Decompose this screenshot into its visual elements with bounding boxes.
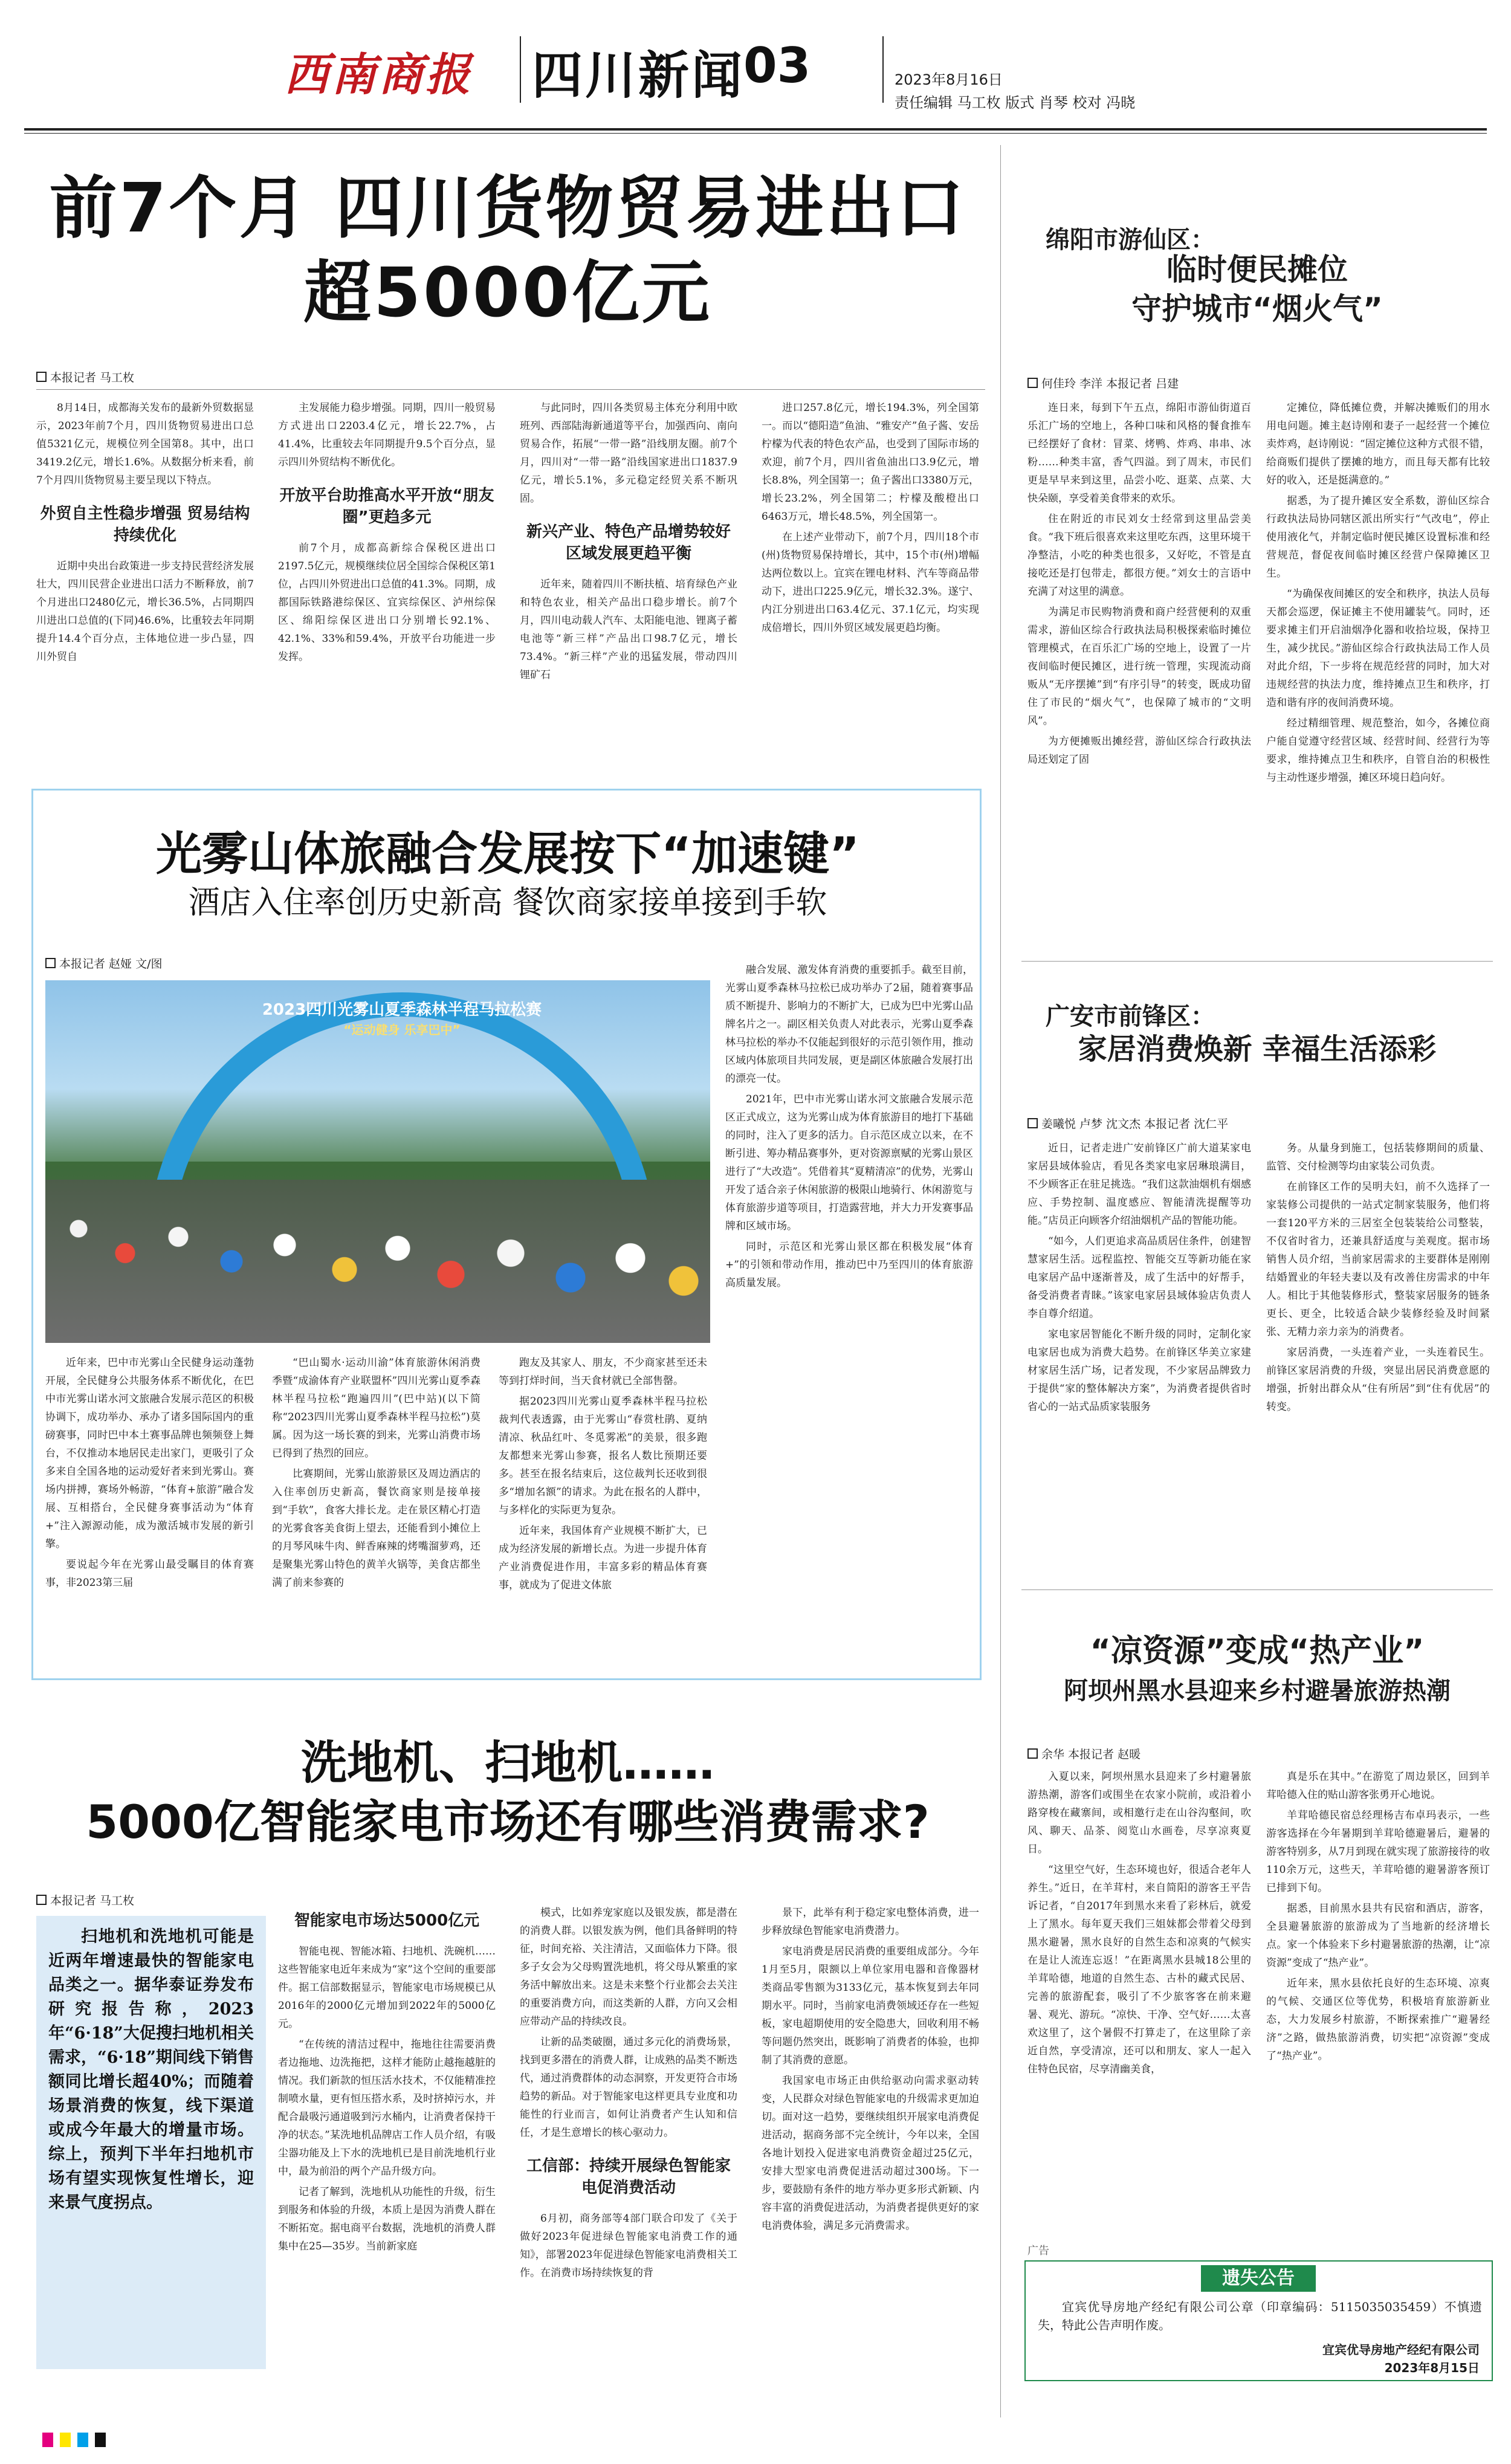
lost-notice-date: 2023年8月15日 <box>1384 2361 1480 2375</box>
side1-kicker: 绵阳市游仙区： <box>1046 226 1215 254</box>
runners-crowd <box>45 1180 710 1343</box>
article3-headline-line2: 5000亿智能家电市场还有哪些消费需求? <box>86 1795 930 1849</box>
article2-subheadline: 酒店入住率创历史新高 餐饮商家接单接到手软 <box>188 885 827 921</box>
side1-byline: 何佳玲 李洋 本报记者 吕建 <box>1027 375 1179 391</box>
masthead-logo: 西南商报 <box>284 49 473 101</box>
side2-col2: 务。从量身到施工，包括装修期间的质量、监管、交付检测等均由家装公司负责。 在前锋区工作的吴明夫妇，前不久选择了一家装修公司提供的一站式定制家装服务，他们将一套120平方米的三居室全包装装给公司整装，不仅省时省力，还兼具舒适度与美观度。据市场销售人员介绍，当前家居需求的主要群体是刚刚结婚置业的年轻夫妻以及有改善住房需求的中年人。相比于其他装修形式，整装家居服务的链条更长、更全，比较适合缺少装修经验及时间紧张、无精力亲力亲为的消费者。 家居消费，一头连着产业，一头连着民生。前锋区家居消费的升级，突显出居民消费意愿的增强，折射出群众从“住有所居”到“住有优居”的转变。 <box>1266 1142 1490 1413</box>
side2-col1: 近日，记者走进广安前锋区广前大道某家电家居县域体验店，看见各类家电家居琳琅满目，不少顾客正在驻足挑选。“我们这款油烟机有烟感应、手势控制、温度感应、智能清洗提醒等功能。”店员正向顾客介绍油烟机产品的智能功能。 “如今，人们更追求高品质居住条件，创建智慧家居生活。远程监控、智能交互等新功能在家电家居产品中逐渐普及，成了生活中的好帮手，备受消费者青睐。”该家电家居县域体验店负责人李自尊介绍道。 家电家居智能化不断升级的同时，定制化家电家居也成为消费大趋势。在前锋区华美立家建材家居生活广场，记者发现，不少家居品牌致力于提供“家的整体解决方案”，为消费者提供省时省心的一站式品质家装服务 <box>1027 1142 1251 1413</box>
article2-right-column: 融合发展、激发体育消费的重要抓手。截至目前，光雾山夏季森林马拉松已成功举办了2届，随着赛事品质不断提升、影响力的不断扩大，已成为巴中光雾山品牌名片之一。副区相关负责人对此表示，光雾山夏季森林马拉松的举办不仅能起到很好的示范引领作用，推动区域内体旅项目共同发展，更是副区体旅融合发展打出的漂亮一仗。 2021年，巴中市光雾山诺水河文旅融合发展示范区正式成立，这为光雾山成为体育旅游目的地打下基础的同时，注入了更多的活力。自示范区成立以来，在不断引进、筹办精品赛事外，更对资源禀赋的光雾山景区进行了“大改造”。凭借着其“夏精清凉”的优势，光雾山开发了适合亲子休闲旅游的极限山地骑行、休闲游览与体育旅游步道等项目，打造露营地，并大力开发赛事品牌和区域市场。 同时，示范区和光雾山景区都在积极发展“体育+”的引领和带动作用，推动巴中乃至四川的体育旅游高质量发展。 <box>725 964 973 1289</box>
article2-headline: 光雾山体旅融合发展按下“加速键” <box>156 827 859 881</box>
article1-headline-line1: 前7个月 四川货物贸易进出口 <box>49 169 966 248</box>
marathon-photo <box>45 980 710 1343</box>
editor-credits: 责任编辑 马工枚 版式 肖琴 校对 冯晓 <box>895 94 1136 111</box>
side2-title: 家居消费焕新 幸福生活添彩 <box>1078 1032 1437 1066</box>
article2-col3: 跑友及其家人、朋友，不少商家甚至还未等到打烊时间，当天食材就已全部售罄。 据2023四川光雾山夏季森林半程马拉松裁判代表透露，由于光雾山“春赏杜鹃、夏纳清凉、秋品红叶、冬觅雾凇”的美景，很多跑友都想来光雾山参赛，报名人数比预期还要多。甚至在报名结束后，这位裁判长还收到很多“增加名额”的请求。为此在报名的人群中，与多样化的实际更为复杂。 近年来，我国体育产业规模不断扩大，已成为经济发展的新增长点。为进一步提升体育产业消费促进作用，丰富多彩的精品体育赛事，就成为了促进文体旅 <box>499 1357 707 1591</box>
masthead <box>0 0 1511 145</box>
side3-byline: 余华 本报记者 赵暖 <box>1027 1745 1141 1762</box>
article3-col2: 智能家电市场达5000亿元 智能电视、智能冰箱、扫地机、洗碗机……这些智能家电近年来成为“家”这个空间的重要部件。据工信部数据显示，智能家电市场规模已从2016年的2000亿元增加到2022年的5000亿元。 “在传统的清洁过程中，拖地往往需要消费者边拖地、边洗拖把，这样才能防止越拖越脏的情况。我们新款的恒压活水技术，不仅能精准控制喷水量，更有恒压搭水系，及时挤掉污水，并配合最吸污通道吸到污水桶内，让消费者保持干净的状态。”某洗地机品牌店工作人员介绍，有吸尘器功能及上下水的洗地机已是目前洗地机行业中，最为前沿的两个产品升级方向。 记者了解到，洗地机从功能性的升级，衍生到服务和体验的升级，本质上是因为消费人群在不断拓宽。据电商平台数据，洗地机的消费人群集中在25—35岁。当前新家庭 <box>278 1904 496 2258</box>
article3-byline: 本报记者 马工枚 <box>36 1892 134 1908</box>
article1-col4: 进口257.8亿元，增长194.3%，列全国第一。而以“德阳造”鱼油、“雅安产”鱼子酱、安岳柠檬为代表的特色农产品，也受到了国际市场的欢迎，前7个月，四川省鱼油出口3.9亿元，增长8.8%，列全国第一；鱼子酱出口3380万元，增长23.2%，列全国第二；柠檬及酸橙出口6463万元，增长48.5%，列全国第一。 在上述产业带动下，前7个月，四川18个市(州)货物贸易保持增长，其中，15个市(州)增幅达两位数以上。宜宾在锂电材料、汽车等商品带动下，进出口225.9亿元，增长32.3%。遂宁、内江分别进出口63.4亿元、37.1亿元，均实现成倍增长，四川外贸区域发展更趋均衡。 <box>762 402 979 634</box>
article3-headline-line1: 洗地机、扫地机…… <box>301 1736 714 1790</box>
arch-banner-text: 2023四川光雾山夏季森林半程马拉松赛 <box>262 1001 542 1019</box>
article1-subhead2: 开放平台助推高水平开放“朋友圈”更趋多元 <box>279 487 494 526</box>
issue-date: 2023年8月16日 <box>895 71 1003 88</box>
lost-notice-body: 宜宾优导房地产经纪有限公司公章（印章编码：5115035035459）不慎遗失，特此公告声明作废。 <box>1038 2300 1482 2332</box>
side1-title1: 临时便民摊位 <box>1166 252 1348 287</box>
article1-col2: 主发展能力稳步增强。同期，四川一般贸易方式进出口2203.4亿元，增长22.7%，占41.4%，比重较去年同期提升9.5个百分点，显示四川外贸结构不断优化。 开放平台助推高水平开放“朋友圈”更趋多元 前7个月，成都高新综合保税区进出口2197.5亿元，规模继续位居全国综合保税区第1位，占四川外贸进出口总值的41.3%。同期，成都国际铁路港综保区、宜宾综保区、泸州综保区、绵阳综保区进出口分别增长92.1%、42.1%、33%和59.4%，开放平台功能进一步发挥。 <box>278 402 496 663</box>
section-title: 四川新闻 <box>532 45 745 105</box>
article1-col1: 8月14日，成都海关发布的最新外贸数据显示，2023年前7个月，四川货物贸易进出口总值5321亿元，规模位列全国第8。其中，出口3419.2亿元，增长1.6%。从数据分析来看，前7个月四川货物贸易主要呈现以下特点。 外贸自主性稳步增强 贸易结构持续优化 近期中央出台政策进一步支持民营经济发展壮大，四川民营企业进出口活力不断释放，前7个月进出口2480亿元，增长36.5%，占同期四川进出口总值的(下同)46.6%，比重较去年同期提升14.4个百分点，主体地位进一步凸显，四川外贸自 <box>36 402 254 663</box>
registration-marks <box>42 2433 139 2447</box>
article1-headline-line2: 超5000亿元 <box>303 254 712 332</box>
side2-byline: 姜曦悦 卢梦 沈文杰 本报记者 沈仁平 <box>1027 1115 1228 1131</box>
article1-subhead3: 新兴产业、特色产品增势较好 区域发展更趋平衡 <box>526 523 731 563</box>
side3-col2: 真是乐在其中。”在游览了周边景区，回到羊茸哈德入住的贴山游客张勇开心地说。 羊茸哈德民宿总经理杨吉布卓玛表示，一些游客选择在今年暑期到羊茸哈德避暑后，避暑的游客特别多，从7月到现在就实现了旅游接待的收110余万元，这些天，羊茸哈德的避暑游客预订已排到下旬。 据悉，目前黑水县共有民宿和酒店，游客，全县避暑旅游的旅游成为了当地新的经济增长点。家一个体验来下乡村避暑旅游的热潮，让“凉资源”变成了“热产业”。 近年来，黑水县依托良好的生态环境、凉爽的气候、交通区位等优势，积极培育旅游新业态，大力发展乡村旅游，不断探索推广“避暑经济”之路，做热旅游消费，切实把“凉资源”变成了“热产业”。 <box>1266 1771 1490 2062</box>
side1-col1: 连日来，每到下午五点，绵阳市游仙街道百乐汇广场的空地上，各种口味和风格的餐食推车已经摆好了食材：冒菜、烤鸭、炸鸡、串串、冰粉……种类丰富，香气四溢。到了周末，市民们更是早早来到这里，品尝小吃、逛菜、点菜、大快朵颐，享受着美食带来的欢乐。 住在附近的市民刘女士经常到这里品尝美食。“我下班后很喜欢来这里吃东西，这里环境干净整洁，小吃的种类也很多，又好吃，不管是直接吃还是打包带走，都很方便。”刘女士的言语中充满了对这里的满意。 为满足市民购物消费和商户经营便利的双重需求，游仙区综合行政执法局积极探索临时摊位管理模式，在百乐汇广场的空地上，设置了一片夜间临时便民摊区，进行统一管理，实现流动商贩从“无序摆摊”到“有序引导”的转变，既成功留住了市民的“烟火气”，也保障了城市的“文明风”。 为方便摊贩出摊经营，游仙区综合行政执法局还划定了固 <box>1027 402 1251 766</box>
article1-subhead1: 外贸自主性稳步增强 贸易结构持续优化 <box>40 505 250 545</box>
side2-kicker: 广安市前锋区： <box>1046 1003 1215 1030</box>
lost-notice-ad <box>1024 2260 1493 2381</box>
side1-col2: 定摊位，降低摊位费，并解决摊贩们的用水用电问题。摊主赵诗刚和妻子一起经营一个摊位卖炸鸡，赵诗刚说：“固定摊位这种方式很不错，给商贩们提供了摆摊的地方，而且每天都有比较好的收入，还是挺满意的。” 据悉，为了提升摊区安全系数，游仙区综合行政执法局协同辖区派出所实行“气改电”，停止使用液化气，并制定临时便民摊区设置标准和经营规范，督促夜间临时摊区经营户保障摊区卫生。 “为确保夜间摊区的安全和秩序，执法人员每天都会巡逻，保证摊主不使用罐装气。同时，还要求摊主们开启油烟净化器和收拾垃圾，保持卫生，减少扰民。”游仙区综合行政执法局工作人员对此介绍，下一步将在规范经营的同时，加大对违规经营的执法力度，维持摊点卫生和秩序，打造和谐有序的夜间消费环境。 经过精细管理、规范整治，如今，各摊位商户能自觉遵守经营区域、经营时间、经营行为等要求，维持摊点卫生和秩序，自管自治的积极性与主动性逐步增强，摊区环境日趋向好。 <box>1266 402 1490 784</box>
side1-title2: 守护城市“烟火气” <box>1131 291 1383 326</box>
article1-col3: 与此同时，四川各类贸易主体充分利用中欧班列、西部陆海新通道等平台，加强西向、南向贸易合作，拓展“一带一路”沿线朋友圈。前7个月，四川对“一带一路”沿线国家进出口1837.9亿元，增长5.1%，多元稳定经贸关系不断巩固。 新兴产业、特色产品增势较好 区域发展更趋平衡 近年来，随着四川不断扶植、培育绿色产业和特色农业，相关产品出口稳步增长。前7个月，四川电动载人汽车、太阳能电池、锂离子蓄电池等“新三样”产品出口98.7亿元，增长73.4%。“新三样”产业的迅猛发展，带动四川锂矿石 <box>520 402 737 681</box>
article3-col3: 模式，比如养宠家庭以及银发族，都是潜在的消费人群。以银发族为例，他们具备鲜明的特征，时间充裕、关注清洁，又面临体力下降。很多子女会为父母购置洗地机，将父母从繁重的家务活中解放出来。这是未来整个行业都会去关注的重要消费方向，而这类新的人群，方向又会相应带动产品的持续改良。 让新的品类破圈，通过多元化的消费场景，找到更多潜在的消费人群，让成熟的品类不断迭代，通过消费群体的动态洞察，开发更符合市场趋势的新品。对于智能家电这样更具专业度和功能性的行业而言，如何让消费者产生认知和信任，才是生意增长的核心驱动力。 工信部：持续开展绿色智能家电促消费活动 6月初，商务部等4部门联合印发了《关于做好2023年促进绿色智能家电消费工作的通知》，部署2023年促进绿色智能家电消费相关工作。在消费市场持续恢复的背 <box>520 1907 737 2279</box>
lost-notice-title: 遗失公告 <box>1201 2265 1316 2292</box>
side3-col1: 入夏以来，阿坝州黑水县迎来了乡村避暑旅游热潮，游客们或围坐在农家小院前，或沿着小路穿梭在藏寨间，或相邀行走在山谷沟壑间，吹风、聊天、品茶、阅览山水画卷，尽享凉爽夏日。 “这里空气好，生态环境也好，很适合老年人养生。”近日，在羊茸村，来自简阳的游客王平告诉记者，“自2017年到黑水来看了彩林后，就爱上了黑水。每年夏天我们三姐妹都会带着父母到黑水避暑，黑水良好的自然生态和凉爽的气候实在是让人流连忘返！”在距离黑水县城18公里的羊茸哈德，地道的自然生态、古朴的藏式民居、完善的旅游配套，吸引了不少旅客客在前来避暑、观光、游玩。“凉快、干净、空气好……太喜欢这里了，这个暑假不打算走了，在这里除了亲近自然，享受清凉，还可以和朋友、家人一起入住特色民宿，尽享清幽美食， <box>1027 1771 1251 2075</box>
article2-byline: 本报记者 赵娅 文/图 <box>45 955 162 971</box>
arch-banner-subtext: “运动健身 乐享巴中” <box>343 1023 461 1037</box>
page-number: 03 <box>743 37 811 94</box>
article1-byline: 本报记者 马工枚 <box>36 369 134 385</box>
article3-subhead2: 工信部：持续开展绿色智能家电促消费活动 <box>526 2157 731 2197</box>
lost-notice-signature: 宜宾优导房地产经纪有限公司 <box>1322 2343 1480 2357</box>
article2-col2: “巴山蜀水·运动川渝”体育旅游休闲消费季暨“成渝体育产业联盟杯”四川光雾山夏季森林半程马拉松“跑遍四川”(巴中站)(以下简称“2023四川光雾山夏季森林半程马拉松”)莫属。因为这一场长赛的到来，光雾山消费市场已得到了热烈的回应。 比赛期间，光雾山旅游景区及周边酒店的入住率创历史新高，餐饮商家则是接单接到“手软”，食客大排长龙。走在景区精心打造的光雾食客美食街上望去，还能看到小摊位上的月琴风味牛肉、鲜香麻辣的烤嘴溜萝鸡，还是聚集光雾山特色的黄羊火锅等，美食店都坐满了前来参赛的 <box>272 1357 480 1589</box>
article2-col1: 近年来，巴中市光雾山全民健身运动蓬勃开展，全民健身公共服务体系不断优化，在巴中市光雾山诺水河文旅融合发展示范区的积极协调下，成功举办、承办了诸多国际国内的重磅赛事，同时巴中本土赛事品牌也频频登上舞台，不仅推动本地居民走出家门，更吸引了众多来自全国各地的运动爱好者来到光雾山。赛场内拼搏，赛场外畅游，“体育+旅游”融合发展、互相搭台，全民健身赛事活动为“体育+”注入源源动能，成为激活城市发展的新引擎。 要说起今年在光雾山最受瞩目的体育赛事，非2023第三届 <box>45 1357 254 1589</box>
ad-label: 广告 <box>1027 2245 1049 2257</box>
side3-title2: 阿坝州黑水县迎来乡村避暑旅游热潮 <box>1064 1677 1451 1705</box>
article3-lead: 扫地机和洗地机可能是近两年增速最快的智能家电品类之一。据华泰证券发布研究报告称，2023年“6·18”大促搜扫地机相关需求，“6·18”期间线下销售额同比增长超40%；而随着场景消费的恢复，线下渠道或成今年最大的增量市场。综上，预判下半年扫地机市场有望实现恢复性增长，迎来景气度拐点。 <box>48 1927 254 2212</box>
article3-subhead1: 智能家电市场达5000亿元 <box>294 1912 480 1930</box>
side3-title1: “凉资源”变成“热产业” <box>1090 1633 1425 1669</box>
article3-col4: 景下，此举有利于稳定家电整体消费，进一步释放绿色智能家电消费潜力。 家电消费是居民消费的重要组成部分。今年1月至5月，限额以上单位家用电器和音像器材类商品零售额为3133亿元，基本恢复到去年同期水平。同时，当前家电消费领域还存在一些短板，家电超期使用的安全隐患大，回收利用不畅等问题仍然突出，既影响了消费者的体验，也抑制了其消费的意愿。 我国家电市场正由供给驱动向需求驱动转变，人民群众对绿色智能家电的升级需求更加迫切。面对这一趋势，要继续组织开展家电消费促进活动，据商务部不完全统计，今年以来，全国各地计划投入促进家电消费资金超过25亿元，安排大型家电消费促进活动超过300场。下一步，要鼓励有条件的地方举办更多形式新颖、内容丰富的消费促进活动，为消费者提供更好的家电消费体验，满足多元消费需求。 <box>762 1907 979 2232</box>
